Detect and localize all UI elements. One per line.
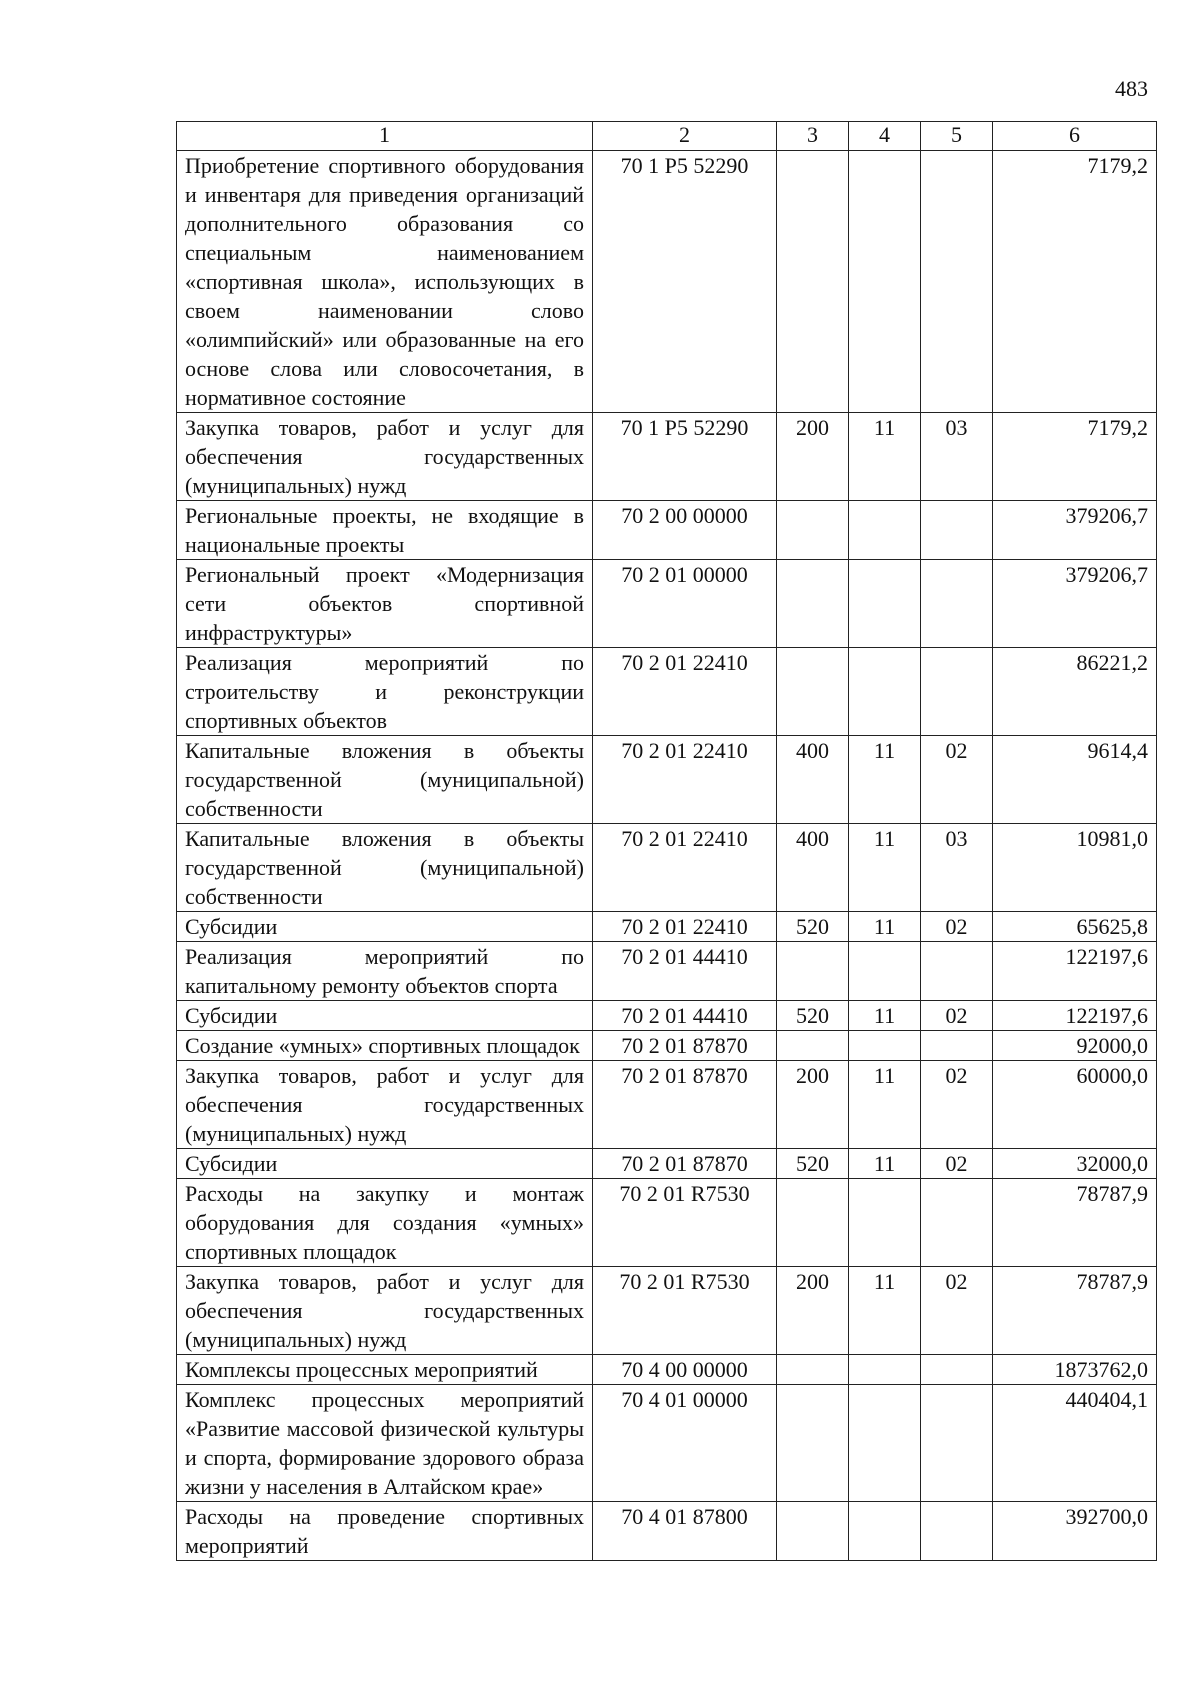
- table-row: [177, 1385, 1157, 1502]
- column-header-2: 2: [593, 122, 777, 151]
- row-col4-cell: [849, 560, 921, 648]
- row-col5-cell: [921, 1031, 993, 1061]
- column-header-1: 1: [177, 122, 593, 151]
- row-col3-cell: 200: [777, 1061, 849, 1149]
- row-amount-cell: 392700,0: [993, 1502, 1157, 1561]
- row-col3-cell: [777, 1179, 849, 1267]
- row-col5-cell: 02: [921, 1267, 993, 1355]
- row-col5-cell: 02: [921, 1061, 993, 1149]
- row-code-cell: 70 4 01 87800: [593, 1502, 777, 1561]
- table-row: [177, 648, 1157, 736]
- table-row: [177, 1031, 1157, 1061]
- row-amount-cell: 78787,9: [993, 1267, 1157, 1355]
- row-name-cell: Субсидии: [177, 1149, 593, 1179]
- row-col5-cell: [921, 501, 993, 560]
- column-header-4: 4: [849, 122, 921, 151]
- row-amount-cell: 7179,2: [993, 413, 1157, 501]
- row-name-cell: Комплексы процессных мероприятий: [177, 1355, 593, 1385]
- row-code-cell: 70 1 Р5 52290: [593, 151, 777, 413]
- row-amount-cell: 65625,8: [993, 912, 1157, 942]
- row-name-cell: Реализация мероприятий по строительству и реконструкции спортивных объектов: [177, 648, 593, 736]
- table-row: [177, 1267, 1157, 1355]
- row-name-cell: Субсидии: [177, 912, 593, 942]
- row-name-cell: Комплекс процессных мероприятий «Развитие массовой физической культуры и спорта, формирование здорового образа жизни у населения в Алтайском крае»: [177, 1385, 593, 1502]
- row-code-cell: 70 2 01 44410: [593, 1001, 777, 1031]
- row-col4-cell: 11: [849, 413, 921, 501]
- row-col4-cell: [849, 1179, 921, 1267]
- row-code-cell: 70 4 00 00000: [593, 1355, 777, 1385]
- row-name-cell: Приобретение спортивного оборудования и инвентаря для приведения организаций дополнительного образования со специальным наименованием «спортивная школа», использующих в своем наименовании слово «олимпийский» или образованные на его основе слова или словосочетания, в нормативное состояние: [177, 151, 593, 413]
- row-col5-cell: [921, 151, 993, 413]
- row-name-cell: Закупка товаров, работ и услуг для обеспечения государственных (муниципальных) нужд: [177, 1267, 593, 1355]
- row-code-cell: 70 2 01 R7530: [593, 1179, 777, 1267]
- row-col3-cell: 200: [777, 1267, 849, 1355]
- row-col3-cell: [777, 942, 849, 1001]
- row-col5-cell: 03: [921, 413, 993, 501]
- row-code-cell: 70 1 Р5 52290: [593, 413, 777, 501]
- row-code-cell: 70 2 00 00000: [593, 501, 777, 560]
- row-code-cell: 70 4 01 00000: [593, 1385, 777, 1502]
- table-row: [177, 736, 1157, 824]
- table-row: [177, 912, 1157, 942]
- row-name-cell: Закупка товаров, работ и услуг для обеспечения государственных (муниципальных) нужд: [177, 1061, 593, 1149]
- row-name-cell: Региональный проект «Модернизация сети объектов спортивной инфраструктуры»: [177, 560, 593, 648]
- row-col5-cell: [921, 560, 993, 648]
- row-amount-cell: 10981,0: [993, 824, 1157, 912]
- row-col3-cell: [777, 1355, 849, 1385]
- row-col3-cell: [777, 560, 849, 648]
- row-col5-cell: 02: [921, 912, 993, 942]
- budget-table: [176, 121, 1157, 1561]
- row-amount-cell: 86221,2: [993, 648, 1157, 736]
- row-code-cell: 70 2 01 R7530: [593, 1267, 777, 1355]
- row-col4-cell: [849, 648, 921, 736]
- row-code-cell: 70 2 01 22410: [593, 736, 777, 824]
- table-row: [177, 1061, 1157, 1149]
- row-col4-cell: 11: [849, 736, 921, 824]
- row-code-cell: 70 2 01 22410: [593, 824, 777, 912]
- row-amount-cell: 9614,4: [993, 736, 1157, 824]
- row-col4-cell: [849, 942, 921, 1001]
- row-col4-cell: 11: [849, 824, 921, 912]
- row-code-cell: 70 2 01 87870: [593, 1149, 777, 1179]
- table-row: [177, 1001, 1157, 1031]
- page-number: 483: [1115, 76, 1148, 101]
- row-col4-cell: 11: [849, 1001, 921, 1031]
- row-name-cell: Закупка товаров, работ и услуг для обеспечения государственных (муниципальных) нужд: [177, 413, 593, 501]
- row-amount-cell: 379206,7: [993, 501, 1157, 560]
- row-col4-cell: [849, 1385, 921, 1502]
- column-header-5: 5: [921, 122, 993, 151]
- row-col4-cell: [849, 1502, 921, 1561]
- row-amount-cell: 78787,9: [993, 1179, 1157, 1267]
- row-col3-cell: 520: [777, 1001, 849, 1031]
- row-col4-cell: 11: [849, 912, 921, 942]
- row-code-cell: 70 2 01 22410: [593, 912, 777, 942]
- row-col4-cell: [849, 501, 921, 560]
- row-col5-cell: 02: [921, 736, 993, 824]
- row-col3-cell: 520: [777, 912, 849, 942]
- table-row: [177, 1502, 1157, 1561]
- table-row: [177, 560, 1157, 648]
- table-row: [177, 942, 1157, 1001]
- row-col3-cell: 400: [777, 824, 849, 912]
- row-col5-cell: [921, 1502, 993, 1561]
- row-amount-cell: 440404,1: [993, 1385, 1157, 1502]
- row-col3-cell: [777, 151, 849, 413]
- row-col4-cell: [849, 1355, 921, 1385]
- table-row: [177, 151, 1157, 413]
- row-code-cell: 70 2 01 00000: [593, 560, 777, 648]
- row-name-cell: Субсидии: [177, 1001, 593, 1031]
- row-col5-cell: [921, 1355, 993, 1385]
- row-code-cell: 70 2 01 44410: [593, 942, 777, 1001]
- row-col5-cell: [921, 1385, 993, 1502]
- column-header-6: 6: [993, 122, 1157, 151]
- row-amount-cell: 7179,2: [993, 151, 1157, 413]
- row-col5-cell: [921, 1179, 993, 1267]
- row-name-cell: Региональные проекты, не входящие в национальные проекты: [177, 501, 593, 560]
- row-amount-cell: 32000,0: [993, 1149, 1157, 1179]
- table-row: [177, 1355, 1157, 1385]
- row-col5-cell: [921, 648, 993, 736]
- row-amount-cell: 92000,0: [993, 1031, 1157, 1061]
- row-col3-cell: [777, 1502, 849, 1561]
- row-name-cell: Реализация мероприятий по капитальному ремонту объектов спорта: [177, 942, 593, 1001]
- row-col3-cell: [777, 1385, 849, 1502]
- table-row: [177, 1179, 1157, 1267]
- row-col3-cell: [777, 501, 849, 560]
- column-header-3: 3: [777, 122, 849, 151]
- row-code-cell: 70 2 01 87870: [593, 1061, 777, 1149]
- table-row: [177, 501, 1157, 560]
- table-body: [177, 151, 1157, 1561]
- row-col4-cell: [849, 1031, 921, 1061]
- row-code-cell: 70 2 01 22410: [593, 648, 777, 736]
- row-amount-cell: 379206,7: [993, 560, 1157, 648]
- row-col4-cell: [849, 151, 921, 413]
- row-name-cell: Капитальные вложения в объекты государственной (муниципальной) собственности: [177, 736, 593, 824]
- table-row: [177, 824, 1157, 912]
- table-header: [177, 122, 1157, 151]
- row-name-cell: Расходы на закупку и монтаж оборудования для создания «умных» спортивных площадок: [177, 1179, 593, 1267]
- row-amount-cell: 1873762,0: [993, 1355, 1157, 1385]
- row-col3-cell: 200: [777, 413, 849, 501]
- row-amount-cell: 60000,0: [993, 1061, 1157, 1149]
- row-col3-cell: [777, 1031, 849, 1061]
- row-col4-cell: 11: [849, 1061, 921, 1149]
- header-row: [177, 122, 1157, 151]
- row-col5-cell: 03: [921, 824, 993, 912]
- table-row: [177, 413, 1157, 501]
- row-code-cell: 70 2 01 87870: [593, 1031, 777, 1061]
- row-name-cell: Создание «умных» спортивных площадок: [177, 1031, 593, 1061]
- row-col4-cell: 11: [849, 1149, 921, 1179]
- row-col5-cell: 02: [921, 1001, 993, 1031]
- row-name-cell: Расходы на проведение спортивных мероприятий: [177, 1502, 593, 1561]
- row-amount-cell: 122197,6: [993, 942, 1157, 1001]
- row-name-cell: Капитальные вложения в объекты государственной (муниципальной) собственности: [177, 824, 593, 912]
- table-row: [177, 1149, 1157, 1179]
- row-col3-cell: 400: [777, 736, 849, 824]
- row-col4-cell: 11: [849, 1267, 921, 1355]
- row-col5-cell: [921, 942, 993, 1001]
- row-col3-cell: [777, 648, 849, 736]
- row-col3-cell: 520: [777, 1149, 849, 1179]
- row-col5-cell: 02: [921, 1149, 993, 1179]
- row-amount-cell: 122197,6: [993, 1001, 1157, 1031]
